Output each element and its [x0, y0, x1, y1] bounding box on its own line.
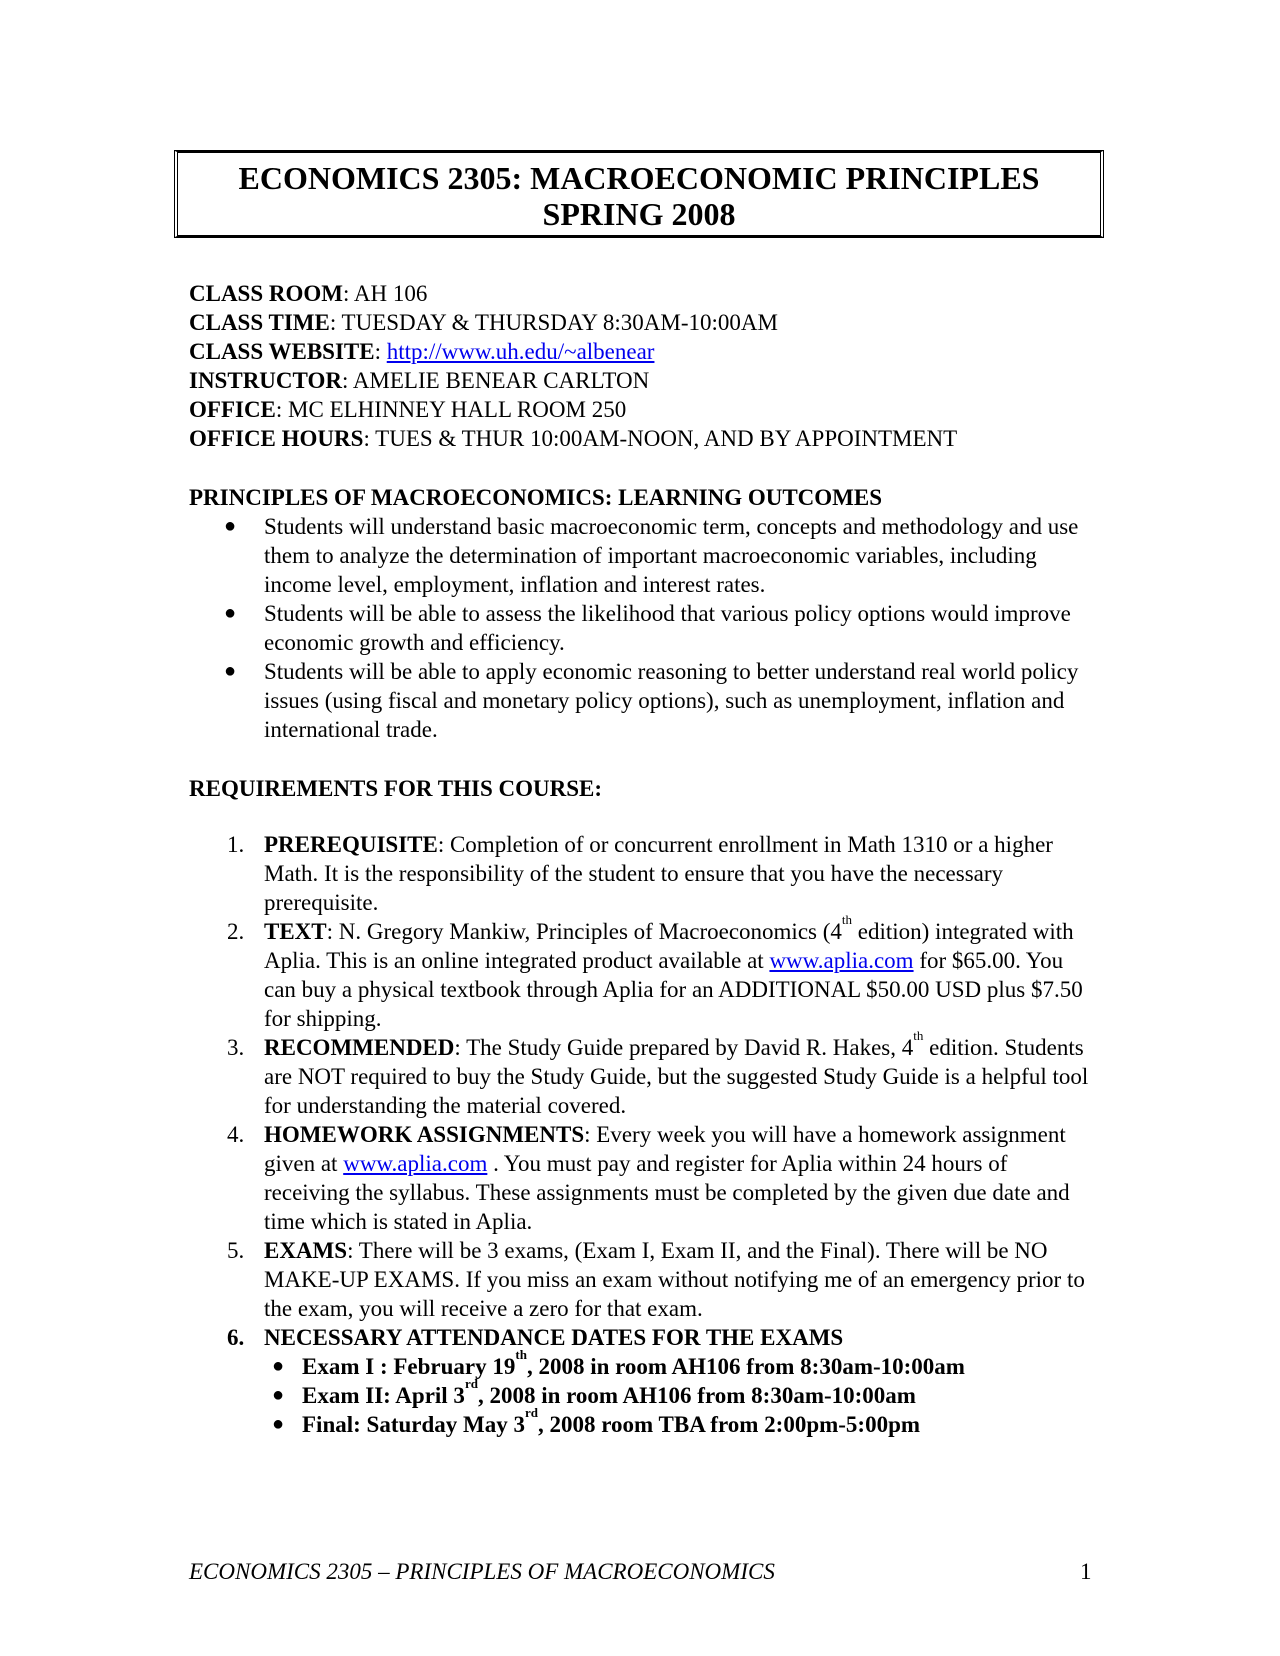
list-item: ● Students will be able to assess the likelihood that various policy options would improve economic growth and efficiency.: [224, 601, 1071, 655]
page-footer: ECONOMICS 2305 – PRINCIPLES OF MACROECONOMICS: [189, 1559, 775, 1584]
class-website-line: CLASS WEBSITE: http://www.uh.edu/~albenear: [189, 339, 655, 364]
doc-title: ECONOMICS 2305: MACROECONOMIC PRINCIPLES: [238, 160, 1040, 196]
aplia-link[interactable]: www.aplia.com: [769, 948, 914, 973]
instructor-line: INSTRUCTOR: AMELIE BENEAR CARLTON: [189, 368, 650, 393]
bullet-icon: ●: [272, 1384, 285, 1406]
list-item: ● Exam II: April 3rd, 2008 in room AH106 from 8:30am-10:00am: [272, 1376, 916, 1408]
title-box: [174, 150, 1104, 238]
requirement-attendance: 6. NECESSARY ATTENDANCE DATES FOR THE EXAMS ● Exam I : February 19th, 2008 in room AH106 from 8:30am-10:00am ● Exam II: April 3rd, 2008 in room AH106 from 8:30am-10:00am ● Final: Saturday May 3rd, 2008 room TBA from 2:00pm-5:00pm: [189, 1323, 1089, 1439]
requirement-exams: 5. EXAMS: There will be 3 exams, (Exam I, Exam II, and the Final). There will be NO MAKE-UP EXAMS. If you miss an exam without notifying me of an emergency prior to the exam, you will receive a zero for that exam.: [227, 1238, 1085, 1321]
bullet-icon: ●: [224, 515, 237, 537]
doc-term: SPRING 2008: [542, 196, 736, 232]
list-item: ● Students will be able to apply economic reasoning to better understand real world policy issues (using fiscal and monetary policy options), such as unemployment, inflation and international trade.: [224, 659, 1079, 742]
requirement-homework: 4. HOMEWORK ASSIGNMENTS: Every week you will have a homework assignment given at www.aplia.com . You must pay and register for Aplia within 24 hours of receiving the syllabus. These assignments must be completed by the given due date and time which is stated in Aplia.: [227, 1122, 1070, 1234]
list-item: ● Exam I : February 19th, 2008 in room AH106 from 8:30am-10:00am: [272, 1347, 965, 1379]
bullet-icon: ●: [272, 1355, 285, 1377]
bullet-icon: ●: [224, 660, 237, 682]
class-time-line: CLASS TIME: TUESDAY & THURSDAY 8:30AM-10:00AM: [189, 310, 778, 335]
list-item: ● Students will understand basic macroeconomic term, concepts and methodology and use them to analyze the determination of important macroeconomic variables, including income level, employment, inflation and interest rates.: [224, 514, 1079, 597]
requirement-recommended: 3. RECOMMENDED: The Study Guide prepared by David R. Hakes, 4th edition. Students are NOT required to buy the Study Guide, but the suggested Study Guide is a helpful tool for understanding the material covered.: [227, 1028, 1089, 1118]
office-line: OFFICE: MC ELHINNEY HALL ROOM 250: [189, 397, 627, 422]
list-item: ● Final: Saturday May 3rd, 2008 room TBA from 2:00pm-5:00pm: [272, 1405, 921, 1437]
requirement-prerequisite: 1. PREREQUISITE: Completion of or concurrent enrollment in Math 1310 or a higher Math. It is the responsibility of the student to ensure that you have the necessary prerequisite.: [227, 832, 1053, 915]
course-info: [189, 279, 957, 453]
aplia-link[interactable]: www.aplia.com: [343, 1151, 488, 1176]
bullet-icon: ●: [224, 602, 237, 624]
class-room-line: CLASS ROOM: AH 106: [189, 281, 428, 306]
bullet-icon: ●: [272, 1413, 285, 1435]
learning-outcomes-list: [189, 512, 1089, 744]
requirements-list: [189, 830, 1089, 1439]
requirement-text: 2. TEXT: N. Gregory Mankiw, Principles of Macroeconomics (4th edition) integrated with Aplia. This is an online integrated product available at www.aplia.com for $65.00. You can buy a physical textbook through Aplia for an ADDITIONAL $50.00 USD plus $7.50 for shipping.: [227, 912, 1083, 1031]
page-number: 1: [1080, 1559, 1092, 1584]
exam-dates-list: [264, 1347, 1089, 1439]
class-website-link[interactable]: http://www.uh.edu/~albenear: [386, 339, 655, 364]
office-hours-line: OFFICE HOURS: TUES & THUR 10:00AM-NOON, AND BY APPOINTMENT: [189, 426, 958, 451]
learning-outcomes-heading: PRINCIPLES OF MACROECONOMICS: LEARNING OUTCOMES: [189, 485, 883, 510]
requirements-heading: REQUIREMENTS FOR THIS COURSE:: [189, 776, 603, 801]
